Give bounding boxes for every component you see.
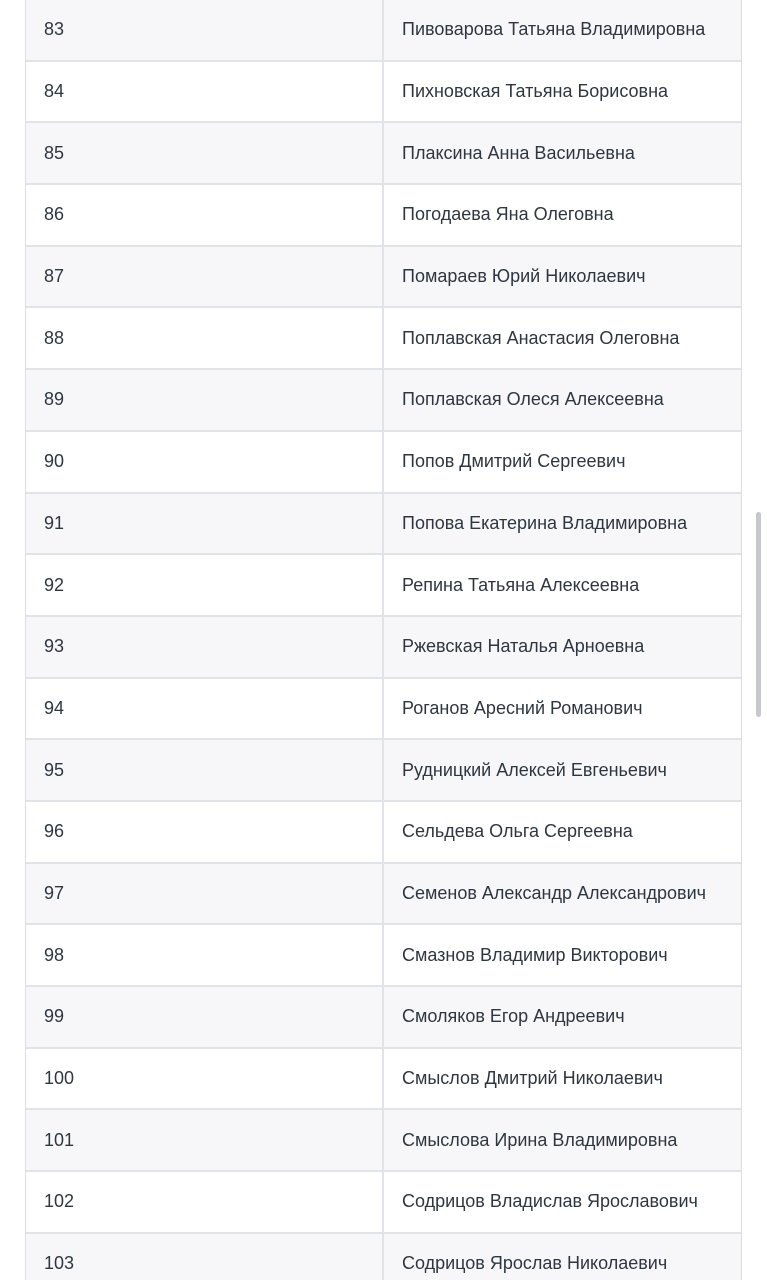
table-row: [26, 494, 741, 556]
full-name-cell: Семенов Александр Александрович: [402, 882, 707, 903]
full-name-cell: Попова Екатерина Владимировна: [402, 512, 688, 533]
row-number-cell: 87: [26, 247, 384, 307]
row-number-cell: 90: [26, 432, 384, 492]
full-name-cell: Ржевская Наталья Арноевна: [402, 636, 645, 657]
table-row: [26, 1049, 741, 1111]
full-name-cell: Смыслов Дмитрий Николаевич: [402, 1068, 663, 1089]
row-number-cell: 100: [26, 1049, 384, 1109]
table-row: [26, 679, 741, 741]
table-row: [26, 740, 741, 802]
full-name-cell: Пихновская Татьяна Борисовна: [402, 81, 669, 102]
row-number-cell: 99: [26, 987, 384, 1047]
row-number-cell: 94: [26, 679, 384, 739]
row-number-cell: 98: [26, 925, 384, 985]
full-name-cell: Поплавская Олеся Алексеевна: [402, 389, 664, 410]
row-number-cell: 92: [26, 555, 384, 615]
table-row: [26, 185, 741, 247]
row-number-cell: 91: [26, 494, 384, 554]
full-name-cell: Поплавская Анастасия Олеговна: [402, 327, 680, 348]
table-row: [26, 925, 741, 987]
scrollbar-thumb[interactable]: [756, 512, 761, 717]
row-number-cell: 95: [26, 740, 384, 800]
row-number-cell: 89: [26, 370, 384, 430]
table-row: [26, 987, 741, 1049]
row-number-cell: 103: [26, 1234, 384, 1280]
full-name-cell: Содрицов Владислав Ярославович: [402, 1191, 698, 1212]
full-name-cell: Плаксина Анна Васильевна: [402, 142, 635, 163]
table-row: [26, 62, 741, 124]
table-row: [26, 617, 741, 679]
table-row: [26, 0, 741, 62]
full-name-cell: Роганов Аресний Романович: [402, 697, 643, 718]
row-number-cell: 85: [26, 123, 384, 183]
full-name-cell: Смыслова Ирина Владимировна: [402, 1129, 678, 1150]
full-name-cell: Содрицов Ярослав Николаевич: [402, 1253, 668, 1274]
full-name-cell: Смоляков Егор Андреевич: [402, 1006, 625, 1027]
full-name-cell: Попов Дмитрий Сергеевич: [402, 451, 626, 472]
table-row: [26, 432, 741, 494]
names-table: [25, 0, 742, 1280]
table-row: [26, 555, 741, 617]
full-name-cell: Репина Татьяна Алексеевна: [402, 574, 640, 595]
row-number-cell: 96: [26, 802, 384, 862]
full-name-cell: Рудницкий Алексей Евгеньевич: [402, 759, 667, 780]
table-row: [26, 123, 741, 185]
row-number-cell: 93: [26, 617, 384, 677]
full-name-cell: Помараев Юрий Николаевич: [402, 266, 646, 287]
full-name-cell: Сельдева Ольга Сергеевна: [402, 821, 633, 842]
full-name-cell: Смазнов Владимир Викторович: [402, 944, 668, 965]
row-number-cell: 88: [26, 308, 384, 368]
table-row: [26, 1172, 741, 1234]
row-number-cell: 97: [26, 864, 384, 924]
row-number-cell: 86: [26, 185, 384, 245]
full-name-cell: Пивоварова Татьяна Владимировна: [402, 19, 706, 40]
table-row: [26, 308, 741, 370]
row-number-cell: 101: [26, 1110, 384, 1170]
table-row: [26, 247, 741, 309]
row-number-cell: 83: [26, 0, 384, 60]
full-name-cell: Погодаева Яна Олеговна: [402, 204, 614, 225]
table-row: [26, 864, 741, 926]
table-row: [26, 1110, 741, 1172]
row-number-cell: 102: [26, 1172, 384, 1232]
table-row: [26, 802, 741, 864]
row-number-cell: 84: [26, 62, 384, 122]
table-row: [26, 370, 741, 432]
table-row: [26, 1234, 741, 1280]
